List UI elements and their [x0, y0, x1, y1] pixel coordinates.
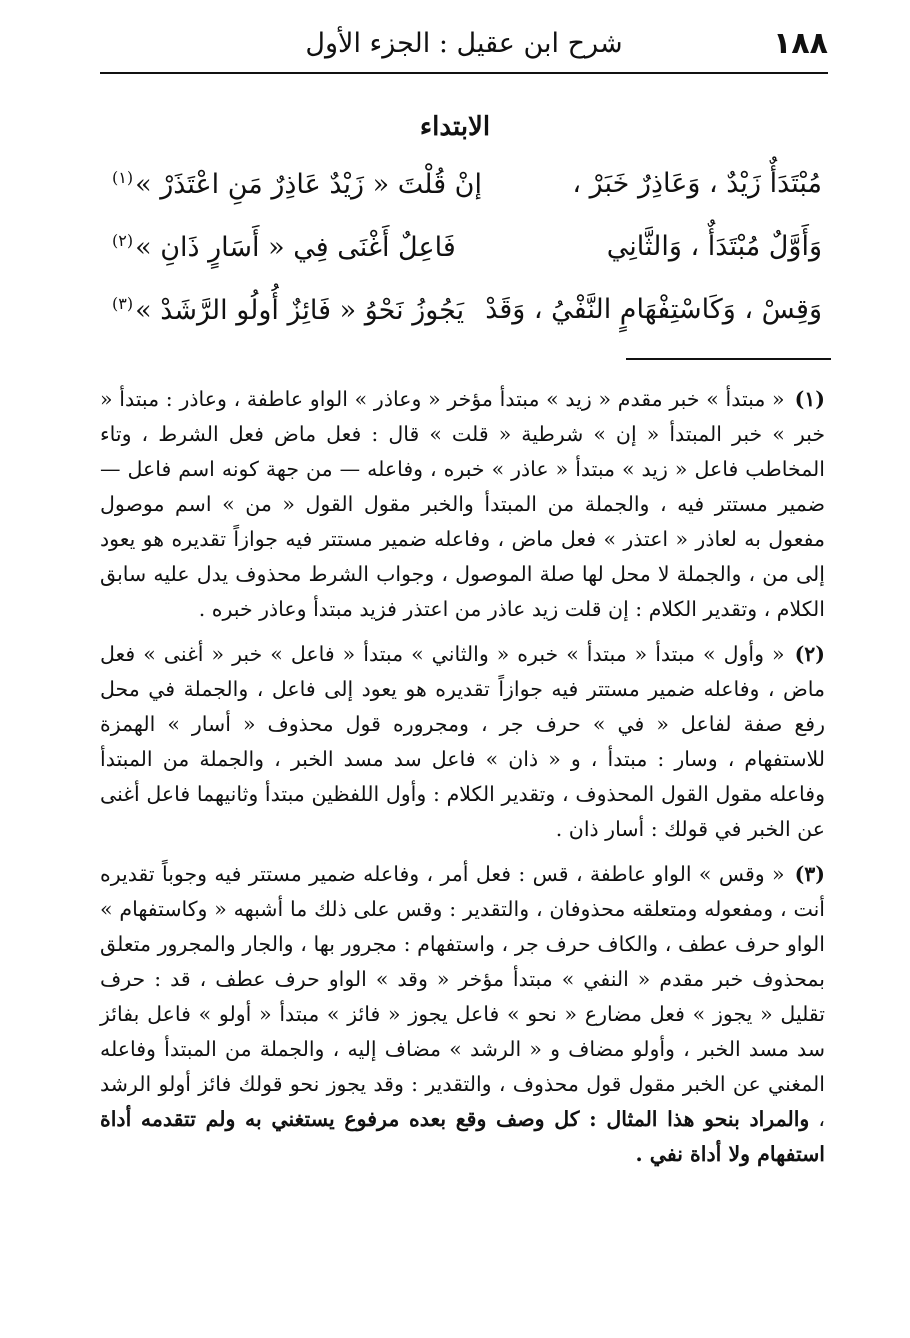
footnote-marker: (٢) [112, 231, 134, 250]
section-title: الابتداء [419, 112, 491, 142]
page-number: ١٨٨ [773, 26, 828, 61]
verse-block [112, 160, 822, 349]
verse-text: يَجُوزُ نَحْوُ « فَائِزٌ أُولُو الرَّشَدْ » [135, 295, 465, 326]
verse-hemistich-second [112, 231, 456, 263]
verse-1 [112, 160, 822, 223]
verse-hemistich-first: وَأَوَّلٌ مُبْتَدَأٌ ، وَالثَّانِي [606, 231, 822, 262]
verse-3 [112, 286, 822, 349]
verse-text: إنْ قُلْتَ « زَيْدٌ عَاذِرٌ مَنِ اعْتَذَرْ » [135, 169, 483, 200]
footnote-1 [100, 382, 825, 627]
footnote-marker: (٣) [112, 294, 134, 313]
verse-hemistich-second [112, 294, 464, 326]
footnote-2 [100, 637, 825, 847]
footnote-number: (٣) [794, 862, 825, 886]
footnote-separator [626, 358, 831, 360]
verse-text: فَاعِلٌ أَغْنَى فِي « أَسَارٍ ذَانِ » [135, 232, 456, 263]
page-header [100, 22, 828, 74]
verse-hemistich-second [112, 168, 482, 200]
footnote-text: « وأول » مبتدأ « مبتدأ » خبره « والثاني » مبتدأ « فاعل » خبر « أغنى » فعل ماض ، وفاعله ضمير مستتر فيه جوازاً تقديره هو يعود إلى فاعل ، والجملة في محل رفع صفة لفاعل « في » حرف جر ، ومجروره قول محذوف « أسار » الهمزة للاستفهام ، وسار : مبتدأ ، و « ذان » فاعل سد مسد الخبر ، والجملة من المبتدأ وفاعله مقول القول المحذوف ، وتقدير الكلام : وأول اللفظين مبتدأ وثانيهما فاعل أغنى عن الخبر في قولك : أسار ذان . [100, 642, 825, 841]
footnote-text-emphasis: والمراد بنحو هذا المثال : كل وصف وقع بعده مرفوع يستغني به ولم تتقدمه أداة استفهام ولا أداة نفي . [100, 1107, 825, 1166]
verse-hemistich-first: وَقِسْ ، وَكَاسْتِفْهَامٍ النَّفْيُ ، وَقَدْ [485, 294, 822, 325]
footnote-number: (٢) [794, 642, 825, 666]
verse-hemistich-first: مُبْتَدَأٌ زَيْدٌ ، وَعَاذِرٌ خَبَرْ ، [572, 168, 822, 199]
footnote-number: (١) [794, 387, 825, 411]
footnote-marker: (١) [112, 168, 134, 187]
verse-2 [112, 223, 822, 286]
running-title: شرح ابن عقيل : الجزء الأول [305, 28, 623, 59]
footnote-text: « مبتدأ » خبر مقدم « زيد » مبتدأ مؤخر « وعاذر » الواو عاطفة ، وعاذر : مبتدأ « خبر » خبر المبتدأ « إن » شرطية « قلت » قال : فعل ماض فعل الشرط ، وتاء المخاطب فاعل « زيد » مبتدأ « عاذر » خبره ، وفاعله — من جهة كونه اسم فاعل — ضمير مستتر فيه ، والجملة من المبتدأ والخبر مقول القول « من » اسم موصول مفعول به لعاذر « اعتذر » فعل ماض ، وفاعله ضمير مستتر فيه جوازاً تقديره هو يعود إلى من ، والجملة لا محل لها صلة الموصول ، وجواب الشرط محذوف يدل عليه سابق الكلام ، وتقدير الكلام : إن قلت زيد عاذر من اعتذر فزيد مبتدأ وعاذر خبره . [100, 387, 825, 621]
footnotes [100, 382, 825, 1182]
footnote-text: « وقس » الواو عاطفة ، قس : فعل أمر ، وفاعله ضمير مستتر فيه وجوباً تقديره أنت ، ومفعوله ومتعلقه محذوفان ، والتقدير : وقس على ذلك ما أشبهه « وكاستفهام » الواو حرف عطف ، والكاف حرف جر ، واستفهام : مجرور بها ، والجار والمجرور متعلق بمحذوف خبر مقدم « النفي » مبتدأ مؤخر « وقد » الواو حرف عطف ، قد : حرف تقليل « يجوز » فعل مضارع « نحو » فاعل يجوز « فائز » مبتدأ « أولو » فاعل بفائز سد مسد الخبر ، وأولو مضاف و « الرشد » مضاف إليه ، والجملة من المبتدأ وفاعله المغني عن الخبر مقول قول محذوف ، والتقدير : وقد يجوز نحو قولك فائز أولو الرشد ، [100, 862, 825, 1131]
footnote-3 [100, 857, 825, 1172]
